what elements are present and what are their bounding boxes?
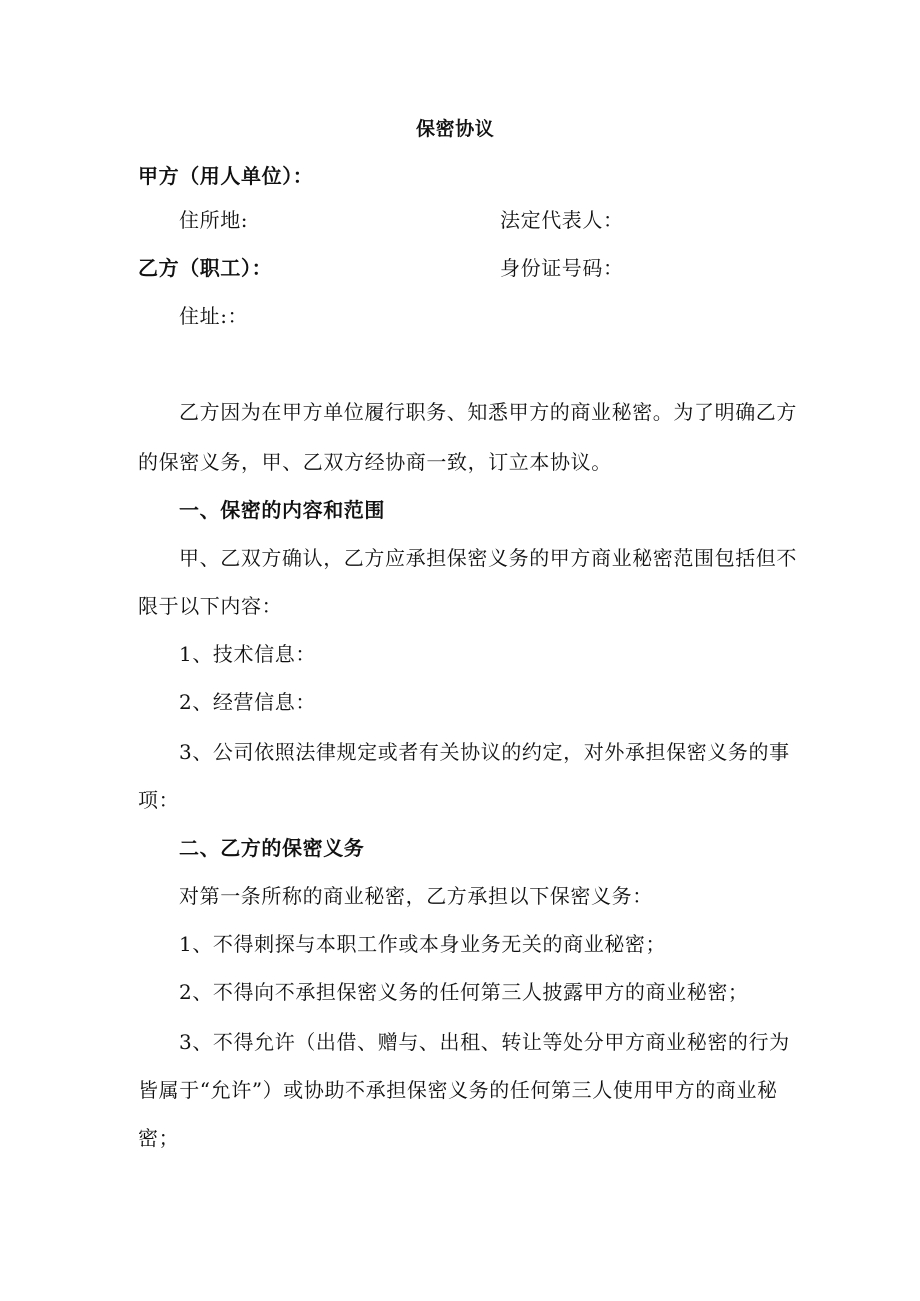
section-1-paragraph-line-1: 甲、乙双方确认，乙方应承担保密义务的甲方商业秘密范围包括但不 bbox=[179, 546, 797, 570]
intro-paragraph-line-1: 乙方因为在甲方单位履行职务、知悉甲方的商业秘密。为了明确乙方 bbox=[179, 400, 797, 424]
id-number-label: 身份证号码： bbox=[500, 256, 624, 280]
intro-paragraph-line-2: 的保密义务，甲、乙双方经协商一致，订立本协议。 bbox=[138, 450, 612, 474]
legal-rep-label: 法定代表人： bbox=[500, 208, 624, 232]
section-2-item-2: 2、不得向不承担保密义务的任何第三人披露甲方的商业秘密； bbox=[179, 980, 749, 1004]
address-label: 住所地: bbox=[179, 208, 249, 232]
residence-label: 住址:： bbox=[179, 304, 249, 328]
section-1-item-2: 2、经营信息： bbox=[179, 690, 316, 714]
document-title: 保密协议 bbox=[416, 118, 495, 140]
section-1-heading: 一、保密的内容和范围 bbox=[179, 498, 385, 522]
section-2-item-3-line-1: 3、不得允许（出借、赠与、出租、转让等处分甲方商业秘密的行为 bbox=[179, 1030, 790, 1054]
party-b-label: 乙方（职工）： bbox=[138, 256, 273, 280]
section-2-item-3-line-2: 皆属于“允许”）或协助不承担保密义务的任何第三人使用甲方的商业秘 bbox=[138, 1078, 778, 1102]
section-2-item-3-line-3: 密； bbox=[138, 1126, 180, 1150]
section-1-item-3-line-1: 3、公司依照法律规定或者有关协议的约定，对外承担保密义务的事 bbox=[179, 740, 790, 764]
section-1-paragraph-line-2: 限于以下内容： bbox=[138, 594, 283, 618]
section-1-item-1: 1、技术信息： bbox=[179, 642, 316, 666]
section-2-paragraph: 对第一条所称的商业秘密，乙方承担以下保密义务： bbox=[179, 884, 653, 908]
section-2-item-1: 1、不得刺探与本职工作或本身业务无关的商业秘密； bbox=[179, 932, 667, 956]
section-2-heading: 二、乙方的保密义务 bbox=[179, 836, 365, 860]
party-a-label: 甲方（用人单位）： bbox=[138, 164, 314, 188]
section-1-item-3-line-2: 项： bbox=[138, 788, 180, 812]
